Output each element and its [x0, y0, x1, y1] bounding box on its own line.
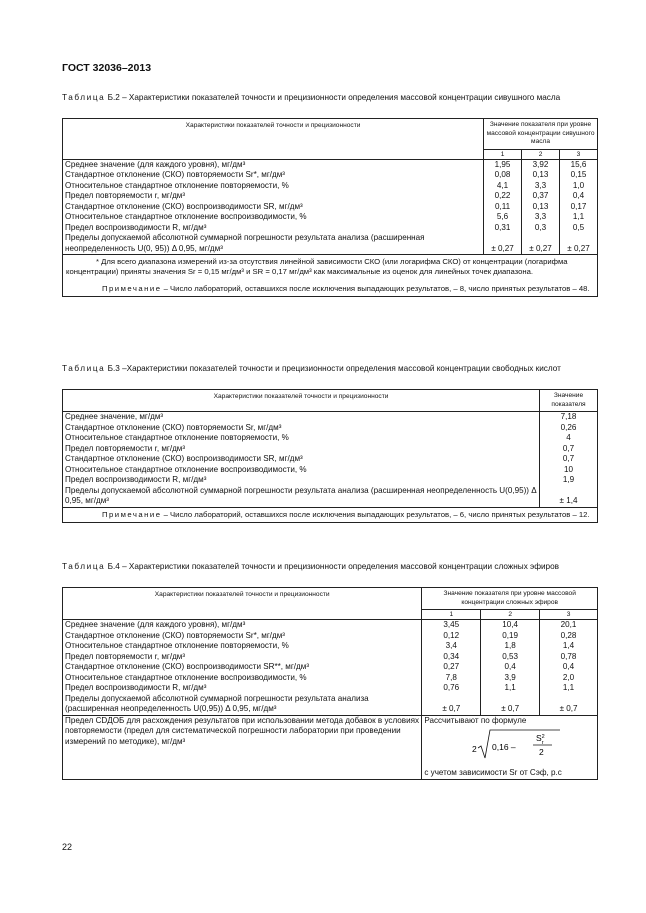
table-row [63, 412, 598, 423]
row-label: Среднее значение (для каждого уровня), мг/дм³ [63, 620, 422, 631]
cell-value: 0,37 [522, 191, 560, 202]
caption-label: Таблица [62, 93, 106, 102]
row-label: Предел повторяемости r, мг/дм³ [63, 652, 422, 663]
table-row [63, 212, 598, 223]
values-header: Значение показателя при уровне массовой концентрации сложных эфиров [422, 588, 598, 610]
cell-value: 0,26 [540, 423, 598, 434]
row-label: Предел повторяемости r, мг/дм³ [63, 191, 484, 202]
cell-value: 0,19 [481, 631, 540, 642]
cell-value: 0,17 [560, 202, 598, 213]
cell-value: 10,4 [481, 620, 540, 631]
table-b3-caption [62, 363, 598, 374]
table-b4 [62, 587, 598, 780]
cell-value: 0,15 [560, 170, 598, 181]
row-label: Предел воспроизводимости R, мг/дм³ [63, 223, 484, 234]
caption-text: Б.3 –Характеристики показателей точности и прецизионности определения массовой концентрации свободных кислот [105, 364, 561, 373]
cell-value: 0,31 [484, 223, 522, 234]
level-3: 3 [560, 149, 598, 159]
cell-value: ± 1,4 [540, 486, 598, 508]
table-row [63, 170, 598, 181]
row-label: Среднее значение, мг/дм³ [63, 412, 540, 423]
row-label: Относительное стандартное отклонение воспроизводимости, % [63, 465, 540, 476]
table-b3-note [63, 507, 598, 522]
col-header: Характеристики показателей точности и прецизионности [63, 119, 484, 160]
cell-value: 3,3 [522, 181, 560, 192]
cd-formula-intro: Рассчитывают по формуле [424, 715, 527, 725]
row-label: Стандартное отклонение (СКО) воспроизводимости SR, мг/дм³ [63, 202, 484, 213]
table-row [63, 433, 598, 444]
cell-value: 4,1 [484, 181, 522, 192]
cell-value: 5,6 [484, 212, 522, 223]
caption-label: Таблица [62, 562, 106, 571]
cell-value: ± 0,27 [560, 233, 598, 255]
cell-value: 1,1 [560, 212, 598, 223]
level-2: 2 [481, 610, 540, 620]
cell-value: 3,45 [422, 620, 481, 631]
cell-value: 0,08 [484, 170, 522, 181]
level-3: 3 [540, 610, 598, 620]
row-label: Относительное стандартное отклонение воспроизводимости, % [63, 212, 484, 223]
row-label: Пределы допускаемой абсолютной суммарной погрешности результата анализа (расширенная неопределенность U(0,95)) Δ 0,95, мг/дм³ [63, 694, 422, 716]
row-label: Предел повторяемости r, мг/дм³ [63, 444, 540, 455]
caption-text: Б.4 – Характеристики показателей точности и прецизионности определения массовой концентрации сложных эфиров [105, 562, 560, 571]
table-row [63, 683, 598, 694]
row-label: Относительное стандартное отклонение повторяемости, % [63, 181, 484, 192]
note-label: Примечание [102, 509, 162, 519]
table-row [63, 444, 598, 455]
row-label: Относительное стандартное отклонение воспроизводимости, % [63, 673, 422, 684]
cell-value: 0,11 [484, 202, 522, 213]
cell-value: 0,13 [522, 170, 560, 181]
cell-value: 0,7 [540, 444, 598, 455]
cell-value: 1,1 [481, 683, 540, 694]
table-b2 [62, 118, 598, 297]
table-row [63, 486, 598, 508]
table-row [63, 694, 598, 716]
cell-value: 0,4 [481, 662, 540, 673]
cell-value: 7,18 [540, 412, 598, 423]
row-label: Стандартное отклонение (СКО) повторяемости Sr, мг/дм³ [63, 423, 540, 434]
table-b2-caption [62, 92, 598, 103]
cell-value: ± 0,27 [522, 233, 560, 255]
cd-formula-outro: с учетом зависимости Sr от Cэф, р.с [424, 768, 562, 777]
table-row [63, 202, 598, 213]
cd-formula-cell [422, 715, 598, 779]
table-row [63, 181, 598, 192]
footnote-text: * Для всего диапазона измерений из-за отсутствия линейной зависимости СКО (или логарифма СКО) от концентрации (логарифма концентрации) приняты значения Sr = 0,15 мг/дм³ и SR = 0,17 мг/дм³ как максимальные из оценок для линейных точек диапазона. [66, 257, 568, 277]
level-1: 1 [422, 610, 481, 620]
table-row [63, 159, 598, 170]
col-header: Характеристики показателей точности и прецизионности [63, 390, 540, 412]
table-b2-footnote [63, 255, 598, 297]
values-header: Значение показателя при уровне массовой концентрации сивушного масла [484, 119, 598, 150]
table-row [63, 465, 598, 476]
cell-value: 10 [540, 465, 598, 476]
formula-constant: 0,16 – [492, 742, 517, 752]
sqrt-sign [478, 730, 560, 758]
row-label: Пределы допускаемой абсолютной суммарной погрешности результата анализа (расширенная неопределенность U(0,95)) Δ 0,95, мг/дм³ [63, 486, 540, 508]
cell-value: 3,92 [522, 159, 560, 170]
cell-value: 0,78 [540, 652, 598, 663]
cell-value: 0,3 [522, 223, 560, 234]
sqrt-formula-graphic [472, 728, 562, 766]
note-text: – Число лабораторий, оставшихся после исключения выпадающих результатов, – 6, число принятых результатов – 12. [161, 509, 590, 519]
table-row [63, 191, 598, 202]
cell-value: 1,8 [481, 641, 540, 652]
table-b3 [62, 389, 598, 523]
cd-formula [424, 726, 595, 766]
row-label: Предел воспроизводимости R, мг/дм³ [63, 683, 422, 694]
row-label: Среднее значение (для каждого уровня), мг/дм³ [63, 159, 484, 170]
table-b2-note [66, 284, 594, 294]
table-row [63, 652, 598, 663]
cell-value: 1,9 [540, 475, 598, 486]
cell-value: ± 0,27 [484, 233, 522, 255]
cell-value: ± 0,7 [422, 694, 481, 716]
page-number: 22 [62, 842, 73, 852]
cell-value: 0,34 [422, 652, 481, 663]
cell-value: 0,13 [522, 202, 560, 213]
caption-label: Таблица [62, 364, 106, 373]
cell-value: 1,0 [560, 181, 598, 192]
table-row [63, 641, 598, 652]
row-label: Относительное стандартное отклонение повторяемости, % [63, 641, 422, 652]
level-1: 1 [484, 149, 522, 159]
level-2: 2 [522, 149, 560, 159]
col-header: Характеристики показателей точности и прецизионности [63, 588, 422, 620]
cd-label: Предел CDДОБ для расхождения результатов при использовании метода добавок в условиях повторяемости (предел для систематической погрешности лаборатории при проведении измерений по методике), мг/дм³ [63, 715, 422, 779]
cell-value: 0,53 [481, 652, 540, 663]
table-row [63, 223, 598, 234]
table-row [63, 423, 598, 434]
note-label: Примечание [102, 283, 162, 293]
cell-value: 20,1 [540, 620, 598, 631]
table-row [63, 662, 598, 673]
cell-value: 0,5 [560, 223, 598, 234]
page-header: ГОСТ 32036–2013 [62, 62, 152, 74]
cell-value: 3,4 [422, 641, 481, 652]
table-row [63, 475, 598, 486]
formula-coefficient: 2 [472, 744, 478, 754]
cell-value: 1,95 [484, 159, 522, 170]
cell-value: 0,28 [540, 631, 598, 642]
cell-value: 0,27 [422, 662, 481, 673]
cell-value: 0,4 [540, 662, 598, 673]
table-row [63, 673, 598, 684]
formula-denominator: 2 [539, 747, 545, 757]
row-label: Стандартное отклонение (СКО) повторяемости Sr*, мг/дм³ [63, 170, 484, 181]
cell-value: 0,12 [422, 631, 481, 642]
row-label: Стандартное отклонение (СКО) воспроизводимости SR**, мг/дм³ [63, 662, 422, 673]
table-row [63, 454, 598, 465]
cell-value: 0,22 [484, 191, 522, 202]
formula-numerator: $S^2$ r [536, 733, 546, 746]
cell-value: 0,4 [560, 191, 598, 202]
cell-value: 1,4 [540, 641, 598, 652]
table-row [63, 620, 598, 631]
cell-value: ± 0,7 [481, 694, 540, 716]
row-label: Относительное стандартное отклонение повторяемости, % [63, 433, 540, 444]
cell-value: 7,8 [422, 673, 481, 684]
values-header: Значение показателя [540, 390, 598, 412]
table-row [63, 233, 598, 255]
row-label: Предел воспроизводимости R, мг/дм³ [63, 475, 540, 486]
row-label: Пределы допускаемой абсолютной суммарной погрешности результата анализа (расширенная неопределенность U(0, 95)) Δ 0,95, мг/дм³ [63, 233, 484, 255]
cell-value: 4 [540, 433, 598, 444]
table-b4-caption [62, 561, 598, 572]
row-label: Стандартное отклонение (СКО) воспроизводимости SR, мг/дм³ [63, 454, 540, 465]
table-row [63, 631, 598, 642]
cell-value: 3,3 [522, 212, 560, 223]
cell-value: 0,7 [540, 454, 598, 465]
cell-value: 1,1 [540, 683, 598, 694]
row-label: Стандартное отклонение (СКО) повторяемости Sr*, мг/дм³ [63, 631, 422, 642]
cell-value: 15,6 [560, 159, 598, 170]
note-text: – Число лабораторий, оставшихся после исключения выпадающих результатов, – 8, число принятых результатов – 48. [161, 283, 590, 293]
cell-value: 3,9 [481, 673, 540, 684]
cell-value: 0,76 [422, 683, 481, 694]
cell-value: 2,0 [540, 673, 598, 684]
caption-text: Б.2 – Характеристики показателей точности и прецизионности определения массовой концентрации сивушного масла [105, 93, 561, 102]
cell-value: ± 0,7 [540, 694, 598, 716]
